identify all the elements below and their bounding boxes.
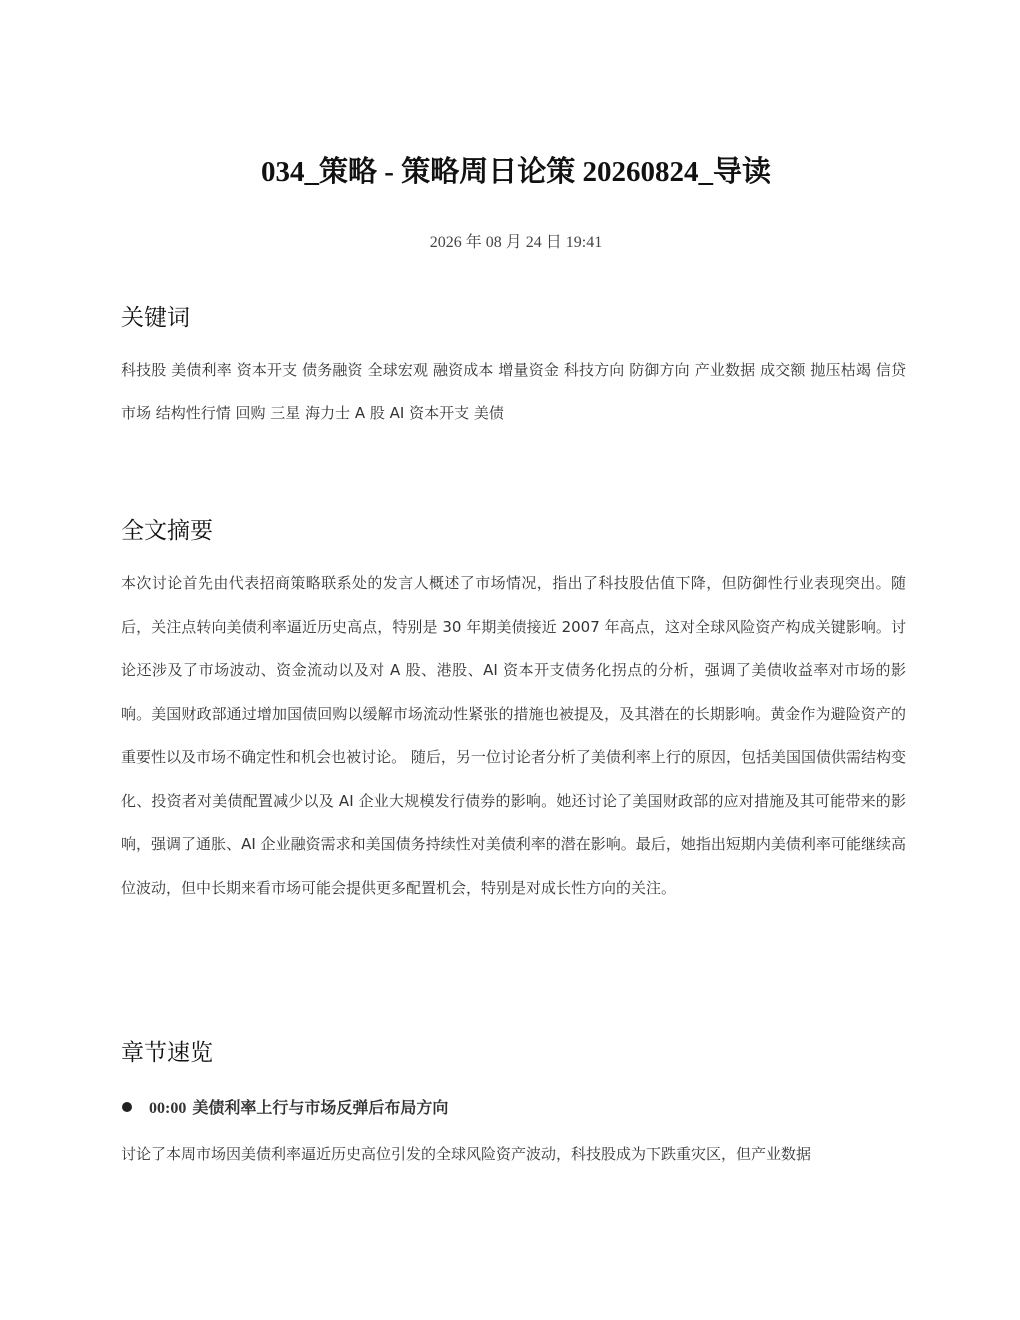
- chapter-description: 讨论了本周市场因美债利率逼近历史高位引发的全球风险资产波动，科技股成为下跌重灾区，但产业数据: [121, 1145, 812, 1163]
- chapter-time: 00:00: [149, 1100, 187, 1117]
- chapter-title: 美债利率上行与市场反弹后布局方向: [192, 1098, 449, 1117]
- chapter-list: [121, 1093, 906, 1123]
- chapter-heading: [149, 1093, 448, 1124]
- chapters-heading: 章节速览: [121, 1040, 213, 1066]
- summary-text: 本次讨论首先由代表招商策略联系处的发言人概述了市场情况，指出了科技股估值下降，但防御性行业表现突出。随后，关注点转向美债利率逼近历史高点，特别是 30 年期美债接近 2007 年高点，这对全球风险资产构成关键影响。讨论还涉及了市场波动、资金流动以及对 A 股、港股、AI 资本开支债务化拐点的分析，强调了美债收益率对市场的影响。美国财政部通过增加国债回购以缓解市场流动性紧张的措施也被提及，及其潜在的长期影响。黄金作为避险资产的重要性以及市场不确定性和机会也被讨论。 随后，另一位讨论者分析了美债利率上行的原因，包括美国国债供需结构变化、投资者对美债配置减少以及 AI 企业大规模发行债券的影响。她还讨论了美国财政部的应对措施及其可能带来的影响，强调了通胀、AI 企业融资需求和美国债务持续性对美债利率的潜在影响。最后，她指出短期内美债利率可能继续高位波动，但中长期来看市场可能会提供更多配置机会，特别是对成长性方向的关注。: [121, 574, 906, 897]
- summary-heading: 全文摘要: [121, 518, 213, 544]
- document-title: 034_策略 - 策略周日论策 20260824_导读: [261, 156, 771, 188]
- keywords-list: 科技股 美债利率 资本开支 债务融资 全球宏观 融资成本 增量资金 科技方向 防御方向 产业数据 成交额 抛压枯竭 信贷市场 结构性行情 回购 三星 海力士 A 股 AI 资本开支 美债: [121, 361, 906, 422]
- bullet-icon: [122, 1102, 132, 1112]
- keywords-heading: 关键词: [121, 305, 190, 331]
- chapter-item: [121, 1093, 906, 1123]
- document-date: 2026 年 08 月 24 日 19:41: [429, 234, 603, 251]
